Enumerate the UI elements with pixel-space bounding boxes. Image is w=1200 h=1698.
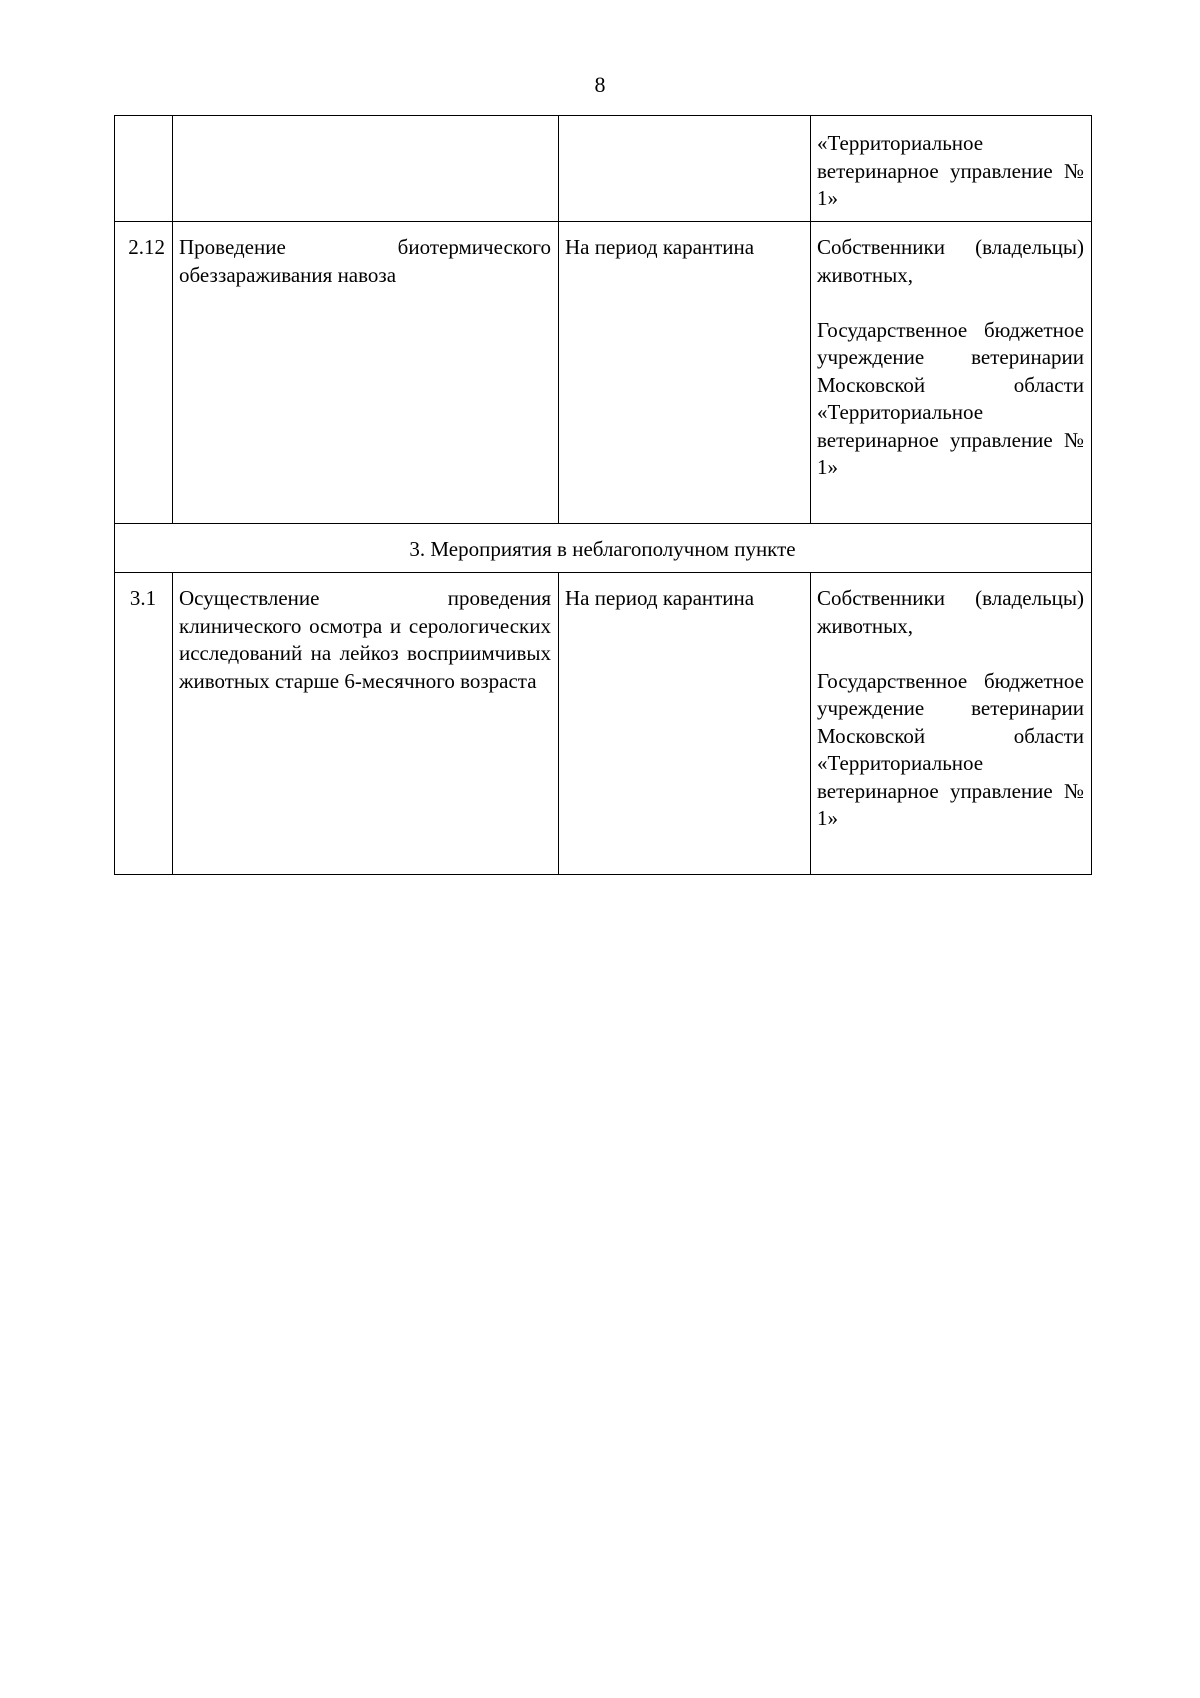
responsible-owners: Собственники (владельцы) животных,: [817, 235, 1084, 287]
table-row: [115, 573, 1092, 875]
action-cell: Осуществление проведения клинического осмотра и серологических исследований на лейкоз восприимчивых животных старше 6-месячного возраста: [173, 573, 559, 875]
section-row: [115, 524, 1092, 573]
page-number: 8: [594, 72, 606, 97]
responsible-cell: [811, 116, 1092, 222]
row-number: 2.12: [115, 222, 173, 524]
action-cell: Проведение биотермического обеззараживания навоза: [173, 222, 559, 524]
period-cell: На период карантина: [559, 222, 811, 524]
responsible-org: Государственное бюджетное учреждение ветеринарии Московской области «Территориальное ветеринарное управление № 1»: [817, 317, 1084, 479]
responsible-cell: [811, 573, 1092, 875]
responsible-org: Государственное бюджетное учреждение ветеринарии Московской области «Территориальное ветеринарное управление № 1»: [817, 668, 1084, 830]
responsible-cell: [811, 222, 1092, 524]
responsible-org: «Территориальное ветеринарное управление № 1»: [817, 131, 1084, 210]
table-row: [115, 116, 1092, 222]
row-number: [115, 116, 173, 222]
responsible-owners: Собственники (владельцы) животных,: [817, 586, 1084, 638]
period-cell: На период карантина: [559, 573, 811, 875]
section-title: 3. Мероприятия в неблагополучном пункте: [115, 524, 1092, 573]
action-cell: [173, 116, 559, 222]
table-row: [115, 222, 1092, 524]
row-number: 3.1: [115, 573, 173, 875]
period-cell: [559, 116, 811, 222]
measures-table: [114, 115, 1092, 875]
